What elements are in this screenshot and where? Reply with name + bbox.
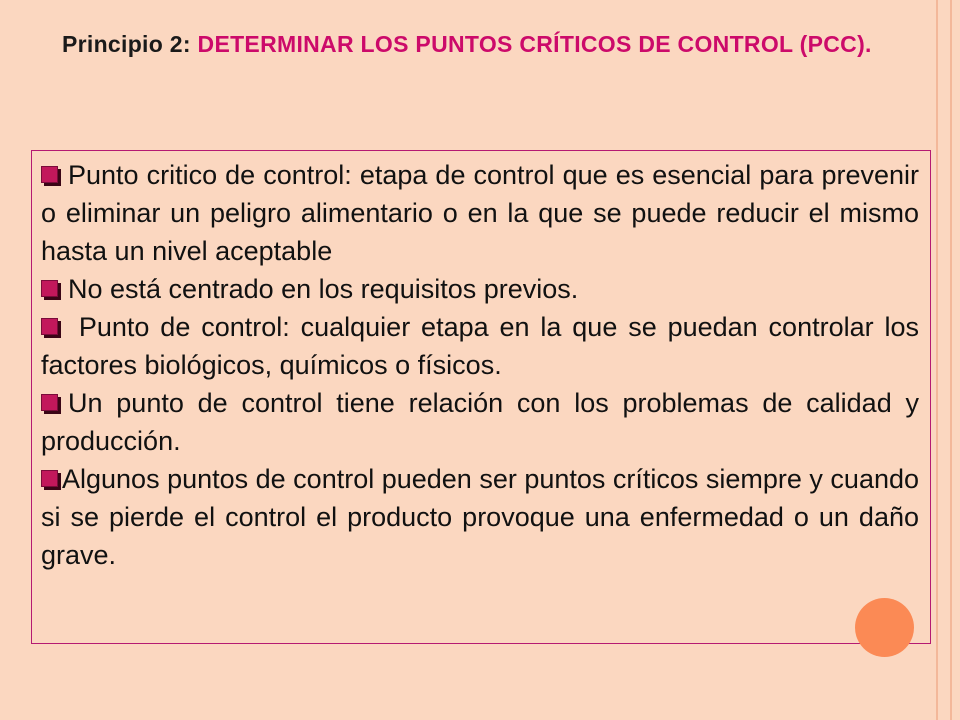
bullet-text: Algunos puntos de control pueden ser puntos críticos siempre y cuando si se pierde el control el producto provoque una enfermedad o un daño grave. (41, 464, 920, 570)
decorative-circle (855, 598, 914, 657)
square-bullet-icon (41, 318, 58, 335)
title-rest: DETERMINAR LOS PUNTOS CRÍTICOS DE CONTROL (PCC). (190, 31, 872, 57)
bullet-item (41, 156, 919, 270)
bullet-text: Punto de control: cualquier etapa en la que se puedan controlar los factores biológicos, químicos o físicos. (41, 312, 919, 380)
square-bullet-icon (41, 470, 58, 487)
square-bullet-icon (41, 280, 58, 297)
bullet-item (41, 270, 919, 308)
bullet-item (41, 308, 919, 384)
title-prefix: Principio 2: (62, 31, 191, 57)
square-bullet-icon (41, 394, 58, 411)
bullet-text: No está centrado en los requisitos previos. (68, 274, 579, 304)
right-edge-line-left (936, 0, 938, 720)
bullet-item (41, 460, 919, 574)
right-edge-line-right (950, 0, 952, 720)
bullet-list (41, 156, 919, 574)
bullet-text: Punto critico de control: etapa de control que es esencial para prevenir o eliminar un peligro alimentario o en la que se puede reducir el mismo hasta un nivel aceptable (41, 160, 919, 266)
bullet-text: Un punto de control tiene relación con los problemas de calidad y producción. (41, 388, 919, 456)
square-bullet-icon (41, 166, 58, 183)
bullet-item (41, 384, 919, 460)
slide-title (62, 14, 922, 74)
